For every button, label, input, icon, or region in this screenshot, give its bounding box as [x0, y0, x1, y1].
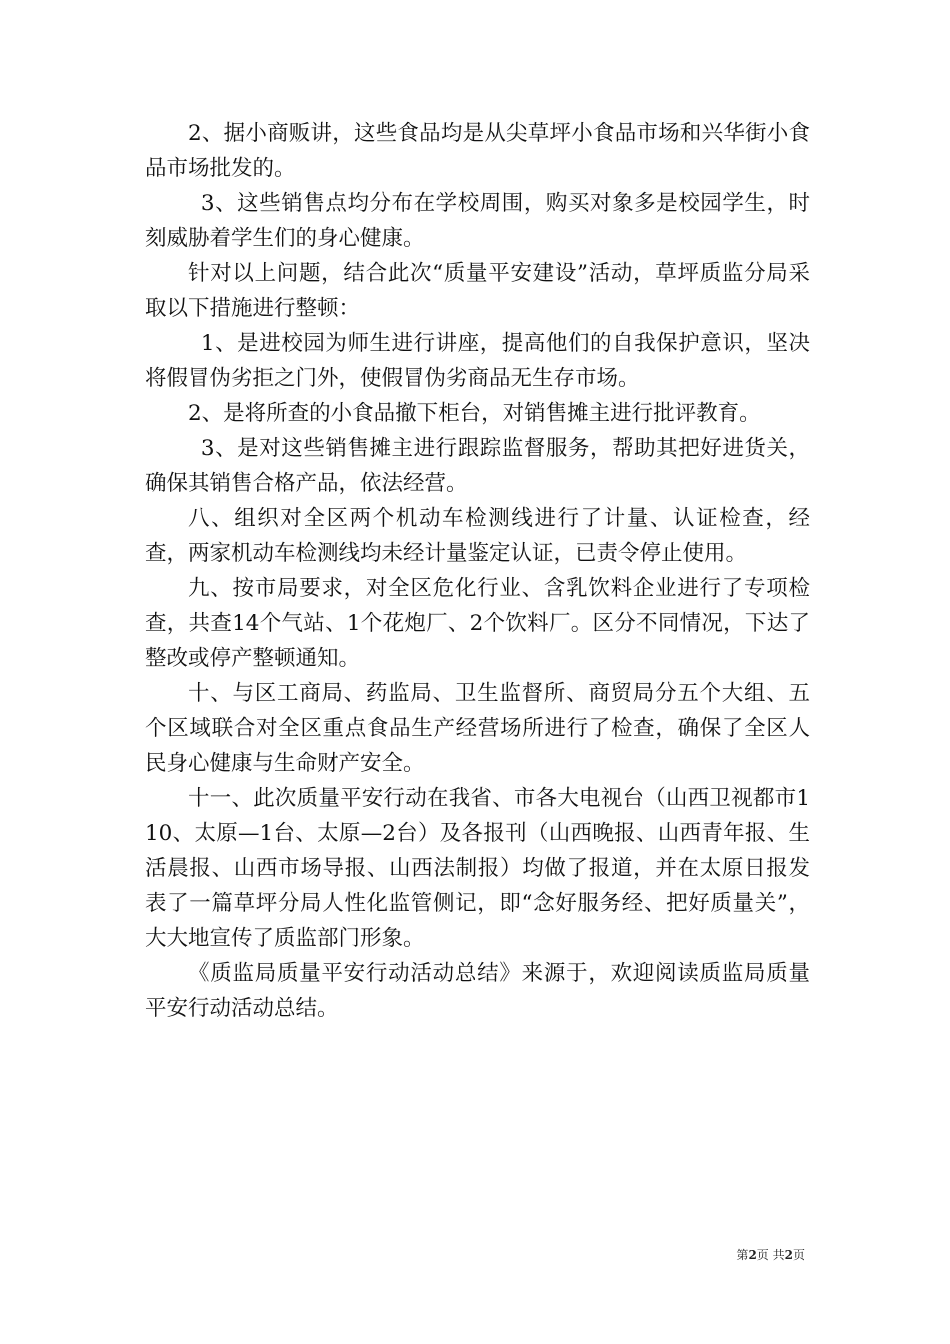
page-footer	[736, 1247, 805, 1263]
paragraph-10: 十一、此次质量平安行动在我省、市各大电视台（山西卫视都市110、太原—1台、太原—2台）及各报刊（山西晚报、山西青年报、生活晨报、山西市场导报、山西法制报）均做了报道，并在太原日报发表了一篇草坪分局人性化监管侧记，即“念好服务经、把好质量关”，大大地宣传了质监部门形象。	[145, 786, 810, 951]
paragraph-11: 《质监局质量平安行动活动总结》来源于，欢迎阅读质监局质量平安行动活动总结。	[145, 961, 810, 1021]
paragraph-8: 九、按市局要求，对全区危化行业、含乳饮料企业进行了专项检查，共查14个气站、1个花炮厂、2个饮料厂。区分不同情况，下达了整改或停产整顿通知。	[145, 576, 810, 671]
paragraph-6: 3、是对这些销售摊主进行跟踪监督服务，帮助其把好进货关，确保其销售合格产品，依法经营。	[145, 436, 810, 496]
paragraph-1: 2、据小商贩讲，这些食品均是从尖草坪小食品市场和兴华街小食品市场批发的。	[145, 121, 810, 181]
paragraph-4: 1、是进校园为师生进行讲座，提高他们的自我保护意识，坚决将假冒伪劣拒之门外，使假冒伪劣商品无生存市场。	[145, 331, 810, 391]
footer-middle: 页 共	[756, 1248, 785, 1262]
paragraph-2: 3、这些销售点均分布在学校周围，购买对象多是校园学生，时刻威胁着学生们的身心健康。	[145, 191, 810, 251]
document-body	[145, 116, 810, 1026]
paragraph-7: 八、组织对全区两个机动车检测线进行了计量、认证检查，经查，两家机动车检测线均未经计量鉴定认证，已责令停止使用。	[145, 506, 810, 566]
footer-current-page: 2	[748, 1248, 757, 1262]
footer-prefix: 第	[736, 1248, 749, 1262]
paragraph-5: 2、是将所查的小食品撤下柜台，对销售摊主进行批评教育。	[188, 401, 761, 426]
footer-total-pages: 2	[784, 1248, 793, 1262]
paragraph-9: 十、与区工商局、药监局、卫生监督所、商贸局分五个大组、五个区域联合对全区重点食品生产经营场所进行了检查，确保了全区人民身心健康与生命财产安全。	[145, 681, 810, 776]
footer-suffix: 页	[792, 1248, 805, 1262]
paragraph-3: 针对以上问题，结合此次“质量平安建设”活动，草坪质监分局采取以下措施进行整顿：	[145, 261, 810, 321]
